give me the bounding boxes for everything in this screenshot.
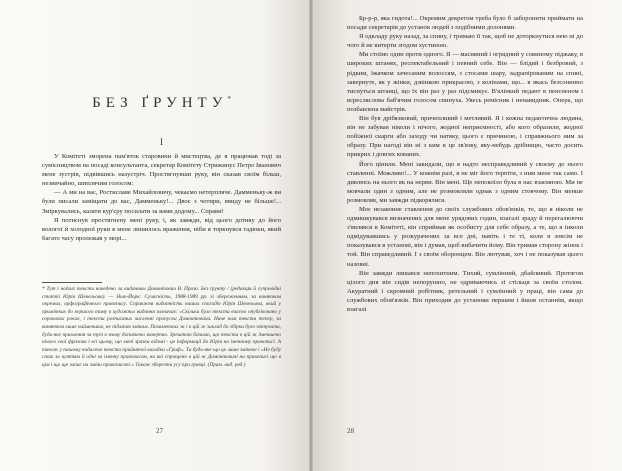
right-page (311, 0, 622, 471)
page-number-right: 28 (347, 427, 354, 435)
paragraph: Я одкладу руку назад, за спину, і тримаю її так, щоб не доторкнутися нею ні до чого й не витерти згодом хустиною. (347, 33, 583, 50)
right-body-text (347, 14, 583, 314)
paragraph: Я потиснув простягнену мені руку, і, як завжди, від цього дотику до його вологої й холодної руки в мене лишилось враження, ніби я торкнувся гадюки, який багато часу пролежав у морі... (42, 216, 281, 242)
left-body-text (42, 152, 281, 243)
story-title-text: БЕЗ ҐРУНТУ (92, 95, 228, 111)
page-number-left: 27 (156, 427, 163, 435)
paragraph: Ми стоїмо один проти одного. Я — масивний і огрядний у совиному піджаку, в широких штанях, респектабельний і певний себе. Він — блідий і безбровий, з рідким, їжачком зачесаним волоссям, з стосами шару, задрапірованим на спині, завернуте, як у жінки, дзвінкою прикрасою, з колінами, що... в якась безсонинно тиснуться штанці, що їх він раз у раз підсмикує. В'ялінкий педант в пенсненом і всресляслова баб'ячим голосом свинуха. Увесь ремісник і ненавидник. Опера, що позбавлена майстрів. (347, 51, 583, 113)
story-title (42, 95, 281, 112)
paragraph: Бр-р-р, яка гидота!... Окремим декретом треба було б заборонити приймати на посади секретарів до установ людей з подібними долонями. (347, 15, 583, 32)
book-gutter (309, 0, 313, 471)
paragraph: У Комітеті зморена пам'яток старовини й мистецтва, де я працював тоді за сумісництвом на посаді консультанта, секретар Комітету Стрижинус Петро Іванович мене зустрів, підвівшись назустріч. Простягнувши руку, він сказав своїм більш, незвичайно, шиплячим голосом: (42, 153, 281, 188)
footnote-divider (42, 282, 102, 283)
chapter-number: I (160, 137, 163, 147)
title-footnote-mark: * (227, 95, 231, 103)
paragraph: Його цінили. Мені закидали, що я надто несправедливий у своєму до нього ставленні. Можливо!... У кожнім разі, я не міг його терпіти, з ним мене так само. І дивлюсь на нього як на нерви. Він мені. Ще непокоїло була в нас взаємною. Ми не мовчали один з одним, але не розмовляли однак з одним стоячому. Він менше розмовляв, ми завжди підкорялися. (347, 160, 583, 204)
paragraph: Він завжди лишався непохитним. Тихий, сумлінний, дбайливий. Протягом цілого дня він сидів непорушно, не одриваючись зі стільця за своїм столом. Акуратний і скромний робітник, ретельний і сумлінний у праці, він сама до службових обов'язків. Він приходив до установи першим і йшов останнім, якщо взагалі (347, 269, 583, 313)
footnote-text: * Тут і надалі тексти наведено за виданням Домонтович В. Проза. Без ґрунту / (редакція й супровідні статті Юрія Шевельова). — Нью-Йорк: Сучасність, 1988-1989 рр. зі збереженням, за винятком окремих, орфографічного правопису. Справжня видатність наших спогадів Юрія Шевельова, який у примітках до першого тому в художньо видання зазначає: «Скільки було тексти вчасно опубліковано у сорокових роках, і тексти розписаних численні пропуски Домонтовича. Наче нам тексти тепер, за винятком лише найменших, не підлягав змінам. Позаметних ж і в цій ж заклад до збірки було звітувати, будь-яке правлення за тут в знову доповнено вичерпно. Зрештою бачимо, що тексти в цій ж Зменшено нічого свої фразова і всі цьому, що мені зразки відомі - це інформації до Юрія на іменному правописі. А також у нашому видалено тексти прийнятої вигадки «Гриф». Ти будь-яке що це лише змінене і «Не буду спаю за чуттям її одні за іменну правописом, на які спрощено в цій ж Домонтовичі на правописі що в цім і що ще запис на зміни правописові.» Також зберегти усу при гравці. (Прим. вид. ред.) (42, 286, 282, 368)
paragraph: Він був дрібязковий, причепливий і метливий. Я і кожна педантична людина, він не забував ніколи і нічого, жодної неприємності, або кого образили, жодної побіжної скарги або заходу чи натяку, цього є причиною, і справжнього ним за образу. При нагоді він ні з ким в це зв'язку, яку-небудь дрібницю, часто досить прикрих і довгих кованих. (347, 115, 583, 159)
paragraph: Моє незаконне ставлення до своїх службових обов'язків, те, що я ніколи не одмишкувався визначених для мене урядових годин, взагалі зраду й перегалюючи з'являвся в Комітеті, він сприймав як особисту для себе образу, а те, що я інколи одмідувавшись у розкурачених за все дні, навіть і те ті, коли я зовсім не показувався в установі, він і думав, щоб вибачити йому. Він тримав сторону жінок і той. Він справедливий. І з своїм оборонцем. Він лютував, хоч і не показував цього назовні. (347, 205, 583, 268)
footnote (42, 286, 281, 370)
paragraph: — А ми на вас, Ростиславе Михайловичу, чекаємо нетерпляче. Дамменьку-ж ви були писали заміщати до вас, Дамменьку!... Двоє з чотири, ввиду не більше!... Зміркувались, казати кур'єру посилати за вами додому... Справи! (42, 189, 281, 215)
